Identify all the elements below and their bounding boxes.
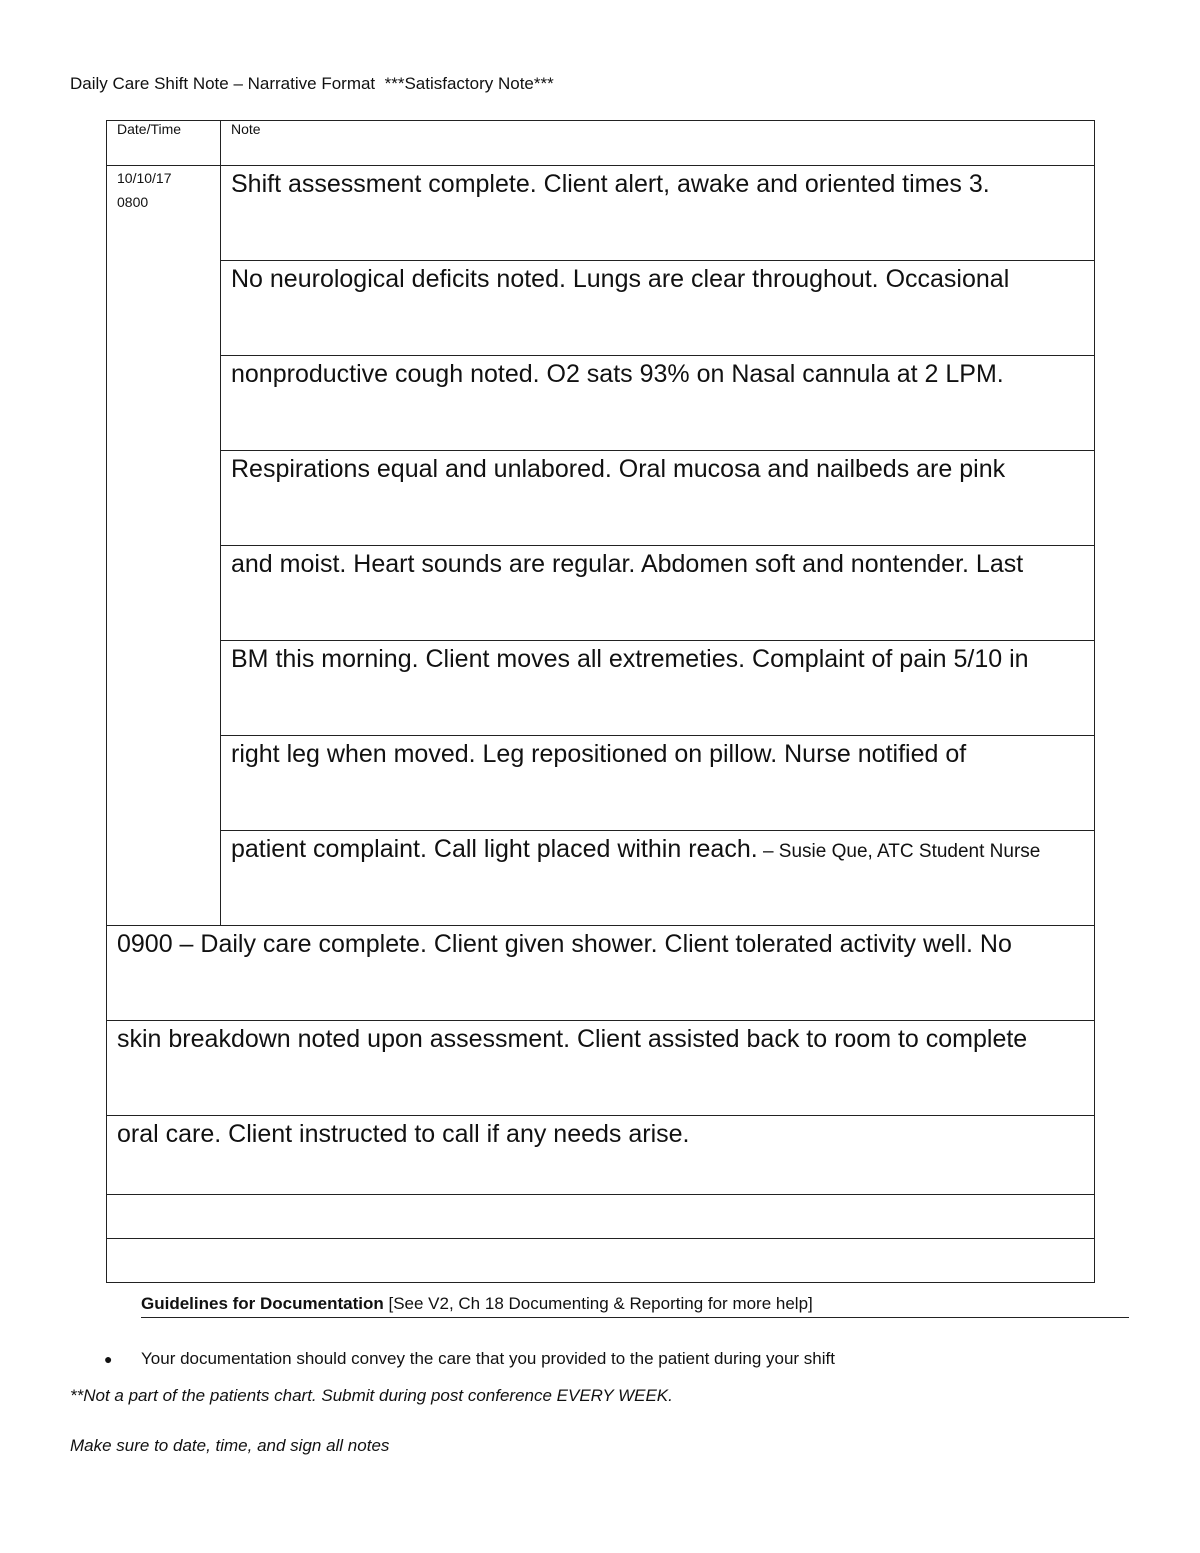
footnote-chart: **Not a part of the patients chart. Submit during post conference EVERY WEEK.	[70, 1386, 673, 1405]
table-row	[107, 451, 1095, 546]
entry-datetime-cell	[107, 166, 221, 926]
blank-row	[107, 1195, 1095, 1239]
note-line: nonproductive cough noted. O2 sats 93% on Nasal cannula at 2 LPM.	[221, 356, 1095, 451]
guidelines-heading	[141, 1294, 1129, 1318]
guideline-bullet	[104, 1349, 835, 1369]
table-row	[107, 261, 1095, 356]
guidelines-title: Guidelines for Documentation	[141, 1294, 384, 1313]
note-line: right leg when moved. Leg repositioned on pillow. Nurse notified of	[221, 736, 1095, 831]
table-row	[107, 546, 1095, 641]
table-row	[107, 926, 1095, 1021]
note-line: No neurological deficits noted. Lungs are clear throughout. Occasional	[221, 261, 1095, 356]
note-line-text: patient complaint. Call light placed within reach.	[231, 835, 758, 863]
blank-row	[107, 1239, 1095, 1283]
entry-time: 0800	[117, 194, 149, 210]
note-line: Respirations equal and unlabored. Oral mucosa and nailbeds are pink	[221, 451, 1095, 546]
note-line: BM this morning. Client moves all extremeties. Complaint of pain 5/10 in	[221, 641, 1095, 736]
table-row	[107, 736, 1095, 831]
table-row	[107, 1116, 1095, 1195]
footnote-sign: Make sure to date, time, and sign all notes	[70, 1436, 390, 1455]
header-datetime: Date/Time	[107, 121, 221, 166]
note-line-full: skin breakdown noted upon assessment. Client assisted back to room to complete	[107, 1021, 1095, 1116]
note-line-signed	[221, 831, 1095, 926]
signature: – Susie Que, ATC Student Nurse	[757, 841, 1041, 862]
header-note: Note	[221, 121, 1095, 166]
bullet-icon: ●	[104, 1351, 113, 1367]
table-row	[107, 1195, 1095, 1239]
note-line: and moist. Heart sounds are regular. Abdomen soft and nontender. Last	[221, 546, 1095, 641]
table-row	[107, 1239, 1095, 1283]
note-line-full: 0900 – Daily care complete. Client given shower. Client tolerated activity well. No	[107, 926, 1095, 1021]
table-row	[107, 831, 1095, 926]
guidelines-reference: [See V2, Ch 18 Documenting & Reporting for more help]	[383, 1294, 813, 1313]
table-row	[107, 356, 1095, 451]
document-title: Daily Care Shift Note – Narrative Format ***Satisfactory Note***	[70, 74, 554, 93]
guideline-bullet-text: Your documentation should convey the care that you provided to the patient during your shift	[141, 1349, 835, 1368]
note-line-full: oral care. Client instructed to call if any needs arise.	[107, 1116, 1095, 1195]
entry-date: 10/10/17	[117, 170, 172, 186]
shift-note-table	[106, 120, 1095, 1283]
table-row	[107, 1021, 1095, 1116]
table-header-row	[107, 121, 1095, 166]
table-row	[107, 641, 1095, 736]
note-line: Shift assessment complete. Client alert, awake and oriented times 3.	[221, 166, 1095, 261]
table-row	[107, 166, 1095, 261]
